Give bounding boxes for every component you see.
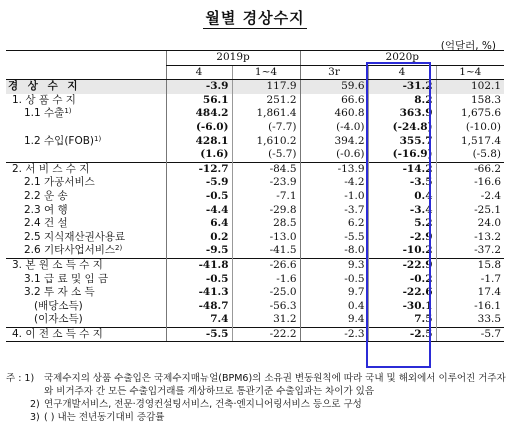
table-cell: 7.4 [166, 313, 232, 327]
table-cell: -84.5 [232, 162, 300, 176]
table-row [6, 313, 504, 327]
table-cell: 9.4 [300, 313, 368, 327]
table-cell: 28.5 [232, 217, 300, 231]
table-cell: -5.5 [300, 231, 368, 245]
row-label [6, 313, 166, 327]
table-cell: 363.9 [368, 107, 436, 121]
page-title: 월별 경상수지 [205, 9, 305, 27]
table-cell: 355.7 [368, 135, 436, 149]
row-label-text: 2. 서 비 스 수 지 [12, 162, 90, 175]
header-blank [6, 51, 166, 66]
table-cell: -9.5 [166, 244, 232, 258]
table-cell: 6.2 [300, 217, 368, 231]
row-label-text: 2.3 여 행 [24, 203, 68, 216]
table-cell: -0.5 [166, 190, 232, 204]
table-row [6, 190, 504, 204]
table-cell: -29.8 [232, 204, 300, 218]
current-account-table [6, 50, 504, 342]
table-cell: -25.1 [436, 204, 504, 218]
table-row [6, 217, 504, 231]
row-label-text: 3.1 급 료 및 임 금 [24, 272, 109, 285]
unit-label: (억달러, %) [440, 40, 496, 52]
table-cell: -30.1 [368, 300, 436, 314]
table-cell: 56.1 [166, 94, 232, 108]
table-cell: -25.0 [232, 286, 300, 300]
table-cell: 6.4 [166, 217, 232, 231]
table-cell: -5.9 [166, 176, 232, 190]
table-row [6, 286, 504, 300]
table-cell: -5.7 [436, 327, 504, 342]
row-label [6, 217, 166, 231]
table-cell: 0.4 [300, 300, 368, 314]
footnote-ref: 1) [64, 107, 72, 116]
table-cell: 9.7 [300, 286, 368, 300]
table-cell: -7.1 [232, 190, 300, 204]
table-cell: 484.2 [166, 107, 232, 121]
row-label-text: 4. 이 전 소 득 수 지 [12, 327, 103, 340]
table-cell: -13.9 [300, 162, 368, 176]
table-row [6, 162, 504, 176]
table-row [6, 148, 504, 162]
table-cell: -2.5 [368, 327, 436, 342]
table-cell: -13.0 [232, 231, 300, 245]
table-cell: 1,610.2 [232, 135, 300, 149]
table-cell: -66.2 [436, 162, 504, 176]
row-label [6, 190, 166, 204]
table-cell: 7.5 [368, 313, 436, 327]
table-cell: -0.5 [166, 273, 232, 287]
row-label-text: 1.1 수출 [24, 107, 65, 120]
table-row [6, 176, 504, 190]
table-cell: -41.3 [166, 286, 232, 300]
table-cell: -37.2 [436, 244, 504, 258]
row-label [6, 300, 166, 314]
row-label [6, 121, 166, 135]
row-label-text: 1. 상 품 수 지 [12, 93, 76, 106]
row-label-text: 1.2 수입(FOB) [24, 134, 95, 147]
table-cell: -2.3 [300, 327, 368, 342]
table-cell: 1,675.6 [436, 107, 504, 121]
table-cell: -12.7 [166, 162, 232, 176]
table-cell: -3.5 [368, 176, 436, 190]
table-cell: 102.1 [436, 80, 504, 94]
row-label-text: 2.2 운 송 [24, 189, 68, 202]
table-cell: -26.6 [232, 258, 300, 272]
table-cell: 8.2 [368, 94, 436, 108]
row-label [6, 286, 166, 300]
footnote: 주 : 1) 국제수지의 상품 수출입은 국제수지매뉴얼(BPM6)의 소유권 변동원칙에 따라 국내 및 해외에서 이루어진 거주자와 비거주자 간 모든 수출입거래를 계상하므로 통관기준 수출입과는 차이가 있음 [6, 373, 506, 397]
footnote: 3) ( ) 내는 전년동기대비 증감률 [30, 412, 165, 423]
row-label [6, 148, 166, 162]
table-row [6, 258, 504, 272]
table-cell: 428.1 [166, 135, 232, 149]
row-label [6, 176, 166, 190]
table-cell: -4.2 [300, 176, 368, 190]
table-cell: 9.3 [300, 258, 368, 272]
table-cell: -31.2 [368, 80, 436, 94]
table-cell: -41.5 [232, 244, 300, 258]
table-cell: 59.6 [300, 80, 368, 94]
table-row [6, 300, 504, 314]
col-header: 3r [300, 65, 368, 80]
row-label [6, 94, 166, 108]
table-cell: -8.0 [300, 244, 368, 258]
row-label-text: (배당소득) [34, 299, 83, 312]
row-label-text: 2.4 건 설 [24, 217, 68, 230]
row-label [6, 273, 166, 287]
row-label [6, 162, 166, 176]
table-row [6, 273, 504, 287]
table-cell: -16.1 [436, 300, 504, 314]
table-cell: 5.2 [368, 217, 436, 231]
table-row [6, 244, 504, 258]
col-header: 4 [368, 65, 436, 80]
table-cell: 66.6 [300, 94, 368, 108]
table-cell: -4.4 [166, 204, 232, 218]
row-label-text: 경 상 수 지 [8, 80, 81, 93]
table-cell: -22.6 [368, 286, 436, 300]
table-cell: -5.5 [166, 327, 232, 342]
row-label-text: 3.2 투 자 소 득 [24, 286, 95, 299]
table-cell: -16.6 [436, 176, 504, 190]
table-cell: (-16.9) [368, 148, 436, 162]
footnote-ref: 2) [115, 244, 123, 253]
table-cell: -22.9 [368, 258, 436, 272]
row-label [6, 327, 166, 342]
table-cell: -22.2 [232, 327, 300, 342]
table-cell: 460.8 [300, 107, 368, 121]
table-cell: -41.8 [166, 258, 232, 272]
row-label [6, 244, 166, 258]
year-2019-header: 2019p [166, 51, 300, 66]
table-cell: -2.9 [368, 231, 436, 245]
table-cell: -0.5 [300, 273, 368, 287]
table-row [6, 80, 504, 94]
table-cell: 31.2 [232, 313, 300, 327]
table-cell: (-7.7) [232, 121, 300, 135]
row-label-text: 2.6 기타사업서비스 [24, 244, 116, 257]
table-cell: -3.4 [368, 204, 436, 218]
row-label [6, 231, 166, 245]
table-cell: 1,861.4 [232, 107, 300, 121]
row-label-text: (이자소득) [34, 313, 83, 326]
header-blank-sub [6, 65, 166, 80]
table-cell: 394.2 [300, 135, 368, 149]
year-2020-header: 2020p [300, 51, 504, 66]
table-cell: -1.7 [436, 273, 504, 287]
footnote: 2) 연구개발서비스, 전문·경영컨설팅서비스, 건축·엔지니어링서비스 등으로 구성 [30, 399, 362, 410]
col-header: 1~4 [436, 65, 504, 80]
row-label-text: 2.1 가공서비스 [24, 176, 95, 189]
table-row [6, 107, 504, 121]
table-row [6, 94, 504, 108]
table-row [6, 135, 504, 149]
table-cell: -13.2 [436, 231, 504, 245]
row-label [6, 258, 166, 272]
footnotes [6, 372, 506, 424]
table-cell: -48.7 [166, 300, 232, 314]
row-label [6, 135, 166, 149]
row-label [6, 204, 166, 218]
table-cell: -2.4 [436, 190, 504, 204]
table-cell: (-5.8) [436, 148, 504, 162]
table-cell: -1.0 [300, 190, 368, 204]
table-cell: 158.3 [436, 94, 504, 108]
table-cell: 117.9 [232, 80, 300, 94]
table-cell: 17.4 [436, 286, 504, 300]
table-cell: (-24.8) [368, 121, 436, 135]
table-row [6, 204, 504, 218]
table-cell: 33.5 [436, 313, 504, 327]
row-label-text: 2.5 지식재산권사용료 [24, 230, 126, 243]
table-cell: -10.2 [368, 244, 436, 258]
table-cell: -0.2 [368, 273, 436, 287]
table-row [6, 121, 504, 135]
table-cell: (-0.6) [300, 148, 368, 162]
row-label [6, 107, 166, 121]
table-cell: 15.8 [436, 258, 504, 272]
table-cell: -14.2 [368, 162, 436, 176]
table-cell: -56.3 [232, 300, 300, 314]
table-cell: (1.6) [166, 148, 232, 162]
row-label [6, 80, 166, 94]
table-cell: -3.9 [166, 80, 232, 94]
table-cell: 0.4 [368, 190, 436, 204]
table-cell: 251.2 [232, 94, 300, 108]
table-cell: 24.0 [436, 217, 504, 231]
table-cell: -1.6 [232, 273, 300, 287]
table-row [6, 327, 504, 342]
table-cell: (-10.0) [436, 121, 504, 135]
table-cell: 0.2 [166, 231, 232, 245]
table-cell: (-5.7) [232, 148, 300, 162]
table-cell: (-6.0) [166, 121, 232, 135]
table-cell: -23.9 [232, 176, 300, 190]
col-header: 1~4 [232, 65, 300, 80]
footnote-ref: 1) [94, 134, 102, 143]
table-row [6, 231, 504, 245]
table-cell: (-4.0) [300, 121, 368, 135]
table-cell: -3.7 [300, 204, 368, 218]
col-header: 4 [166, 65, 232, 80]
table-cell: 1,517.4 [436, 135, 504, 149]
row-label-text: 3. 본 원 소 득 수 지 [12, 258, 103, 271]
